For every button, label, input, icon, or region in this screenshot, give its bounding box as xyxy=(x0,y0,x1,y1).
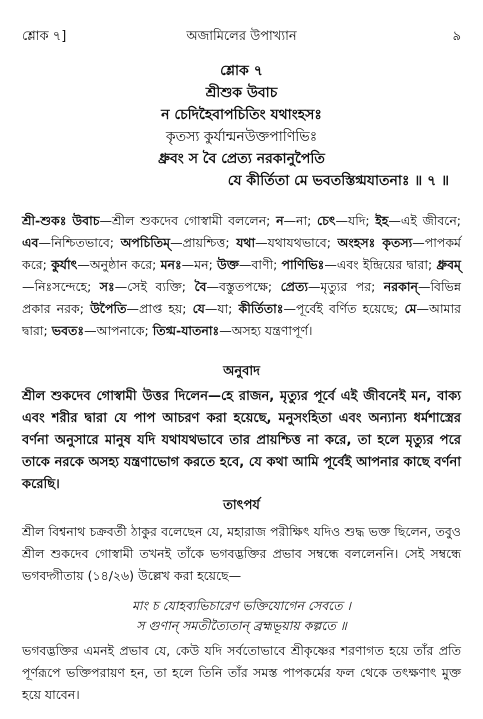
synonym-meaning: —বাণী; xyxy=(238,257,282,272)
synonym-word: অপচিতিম্ xyxy=(120,235,171,250)
synonym-word: মে xyxy=(404,301,417,316)
synonym-meaning: —সেই ব্যক্তি; xyxy=(114,279,195,294)
purport-intro: শ্রীল বিশ্বনাথ চক্রবর্তী ঠাকুর বলেছেন যে, মহারাজ পরীক্ষিৎ যদিও শুদ্ধ ভক্ত ছিলেন, তবুও শ্রীল শুকদেব গোস্বামী তখনই তাঁকে ভগবদ্ভক্তির প্রভাব সম্বন্ধে বললেননি। সেই সম্বন্ধে ভগবদ্গীতায় (১৪/২৬) উল্লেখ করা হয়েছে— xyxy=(22,524,461,583)
synonym-word: চেৎ xyxy=(317,213,336,228)
synonym-word: যথা xyxy=(236,235,256,250)
quote-line-2: স গুণান্ সমতীত্যৈতান্ ব্রহ্মভূয়ায় কল্পতে ॥ xyxy=(136,618,347,633)
synonym-word: মনঃ xyxy=(160,257,182,272)
synonyms-paragraph xyxy=(22,210,461,342)
header-chapter-title: অজামিলের উপাখ্যান xyxy=(186,29,297,44)
purport-quote xyxy=(22,596,461,636)
synonym-meaning: —বিভিন্ন প্রকার নরক; xyxy=(22,279,461,316)
synonym-word: ন xyxy=(276,213,284,228)
synonym-word: ভবতঃ xyxy=(51,323,85,338)
synonym-meaning: —বস্তুতপক্ষে; xyxy=(206,279,281,294)
synonym-word: কীর্তিতাঃ xyxy=(238,301,284,316)
synonym-meaning: —নিশ্চিতভাবে; xyxy=(38,235,121,250)
synonym-meaning: —যদি; xyxy=(335,213,376,228)
verse-block xyxy=(22,60,461,192)
synonym-word: প্রেত্য xyxy=(280,279,308,294)
synonym-meaning: —যথাযথভাবে; xyxy=(255,235,338,250)
synonym-meaning: —পাপকর্ম করে; xyxy=(22,235,461,272)
synonym-meaning: —প্রায়শ্চিত্ত; xyxy=(170,235,237,250)
synonym-word: যে xyxy=(192,301,205,316)
quote-line-1: মাং চ যোহব্যভিচারেণ ভক্তিযোগেন সেবতে । xyxy=(131,598,352,613)
synonym-word: সঃ xyxy=(99,279,115,294)
synonym-meaning: —না; xyxy=(283,213,318,228)
verse-number: শ্লোক ৭ xyxy=(220,63,263,79)
running-header xyxy=(22,28,461,46)
synonym-meaning: —অসহ্য যন্ত্রণাপূর্ণ। xyxy=(219,323,313,338)
translation-heading: অনুবাদ xyxy=(223,364,260,379)
page-number: ৯ xyxy=(452,29,461,44)
purport-text xyxy=(22,521,461,587)
synonym-meaning: —আপনাকে; xyxy=(84,323,153,338)
synonym-meaning: —শ্রীল শুকদেব গোস্বামী বললেন; xyxy=(99,213,277,228)
synonym-word: এব xyxy=(22,235,39,250)
synonym-meaning: —মৃত্যুর পর; xyxy=(307,279,384,294)
synonym-word: তিগ্ম-যাতনাঃ xyxy=(152,323,220,338)
purport-heading: তাৎপর্য xyxy=(223,498,260,513)
synonym-word: ইহ xyxy=(375,213,389,228)
synonym-meaning: —মন; xyxy=(181,257,217,272)
synonym-word: ধ্রুবম্ xyxy=(436,257,461,272)
synonym-meaning: —প্রাপ্ত হয়; xyxy=(126,301,193,316)
synonym-meaning: —নিঃসন্দেহে; xyxy=(22,279,100,294)
synonym-word: বৈ xyxy=(194,279,207,294)
header-verse-ref: শ্লোক ৭] xyxy=(22,29,67,44)
translation-text: শ্রীল শুকদেব গোস্বামী উত্তর দিলেন—হে রাজন, মৃত্যুর পূর্বে এই জীবনেই মন, বাক্য এবং শরীর দ্বারা যে পাপ আচরণ করা হয়েছে, মনুসংহিতা এবং অন্যান্য ধর্মশাস্ত্রের বর্ণনা অনুসারে মানুষ যদি যথাযথভাবে তার প্রায়শ্চিত্ত না করে, তা হলে মৃত্যুর পরে তাকে নরকে অসহ্য যন্ত্রণাভোগ করতে হবে, যে কথা আমি পূর্বেই আপনার কাছে বর্ণনা করেছি। xyxy=(22,389,461,492)
synonym-meaning: —যা; xyxy=(204,301,239,316)
synonym-meaning: —এবং ইন্দ্রিয়ের দ্বারা; xyxy=(324,257,437,272)
synonym-word: উপৈতি xyxy=(90,301,127,316)
synonym-meaning: —এই জীবনে; xyxy=(388,213,461,228)
synonym-word: নরকান্ xyxy=(383,279,418,294)
synonym-word: অংহসঃ কৃতস্য xyxy=(337,235,413,250)
verse-line-2: কৃতস্য কুর্যান্মনউক্তপাণিভিঃ xyxy=(165,129,318,145)
synonym-meaning: —পূর্বেই বর্ণিত হয়েছে; xyxy=(283,301,405,316)
synonym-word: শ্রী-শুকঃ উবাচ xyxy=(22,213,100,228)
synonym-word: কুর্যাৎ xyxy=(51,257,78,272)
synonym-word: পাণিভিঃ xyxy=(281,257,325,272)
verse-line-1: ন চেদিহৈবাপচিতিং যথাংহসঃ xyxy=(161,107,322,123)
verse-line-4: যে কীর্তিতা মে ভবতস্তিগ্মযাতনাঃ ॥ ৭ ॥ xyxy=(227,173,449,189)
synonym-word: উক্ত xyxy=(216,257,239,272)
purport-conclusion: ভগবদ্ভক্তির এমনই প্রভাব যে, কেউ যদি সর্বতোভাবে শ্রীকৃষ্ণের শরণাগত হয়ে তাঁর প্রতি পূর্ণরূপে ভক্তিপরায়ণ হন, তা হলে তিনি তাঁর সমস্ত পাপকর্মের ফল থেকে তৎক্ষণাৎ মুক্ত হয়ে যাবেন। xyxy=(22,643,461,702)
synonym-meaning: —অনুষ্ঠান করে; xyxy=(77,257,161,272)
synonym-meaning: —আমার দ্বারা; xyxy=(22,301,461,338)
verse-line-3: ধ্রুবং স বৈ প্রেত্য নরকানুপৈতি xyxy=(158,151,325,167)
verse-speaker: শ্রীশুক উবাচ xyxy=(205,85,278,101)
